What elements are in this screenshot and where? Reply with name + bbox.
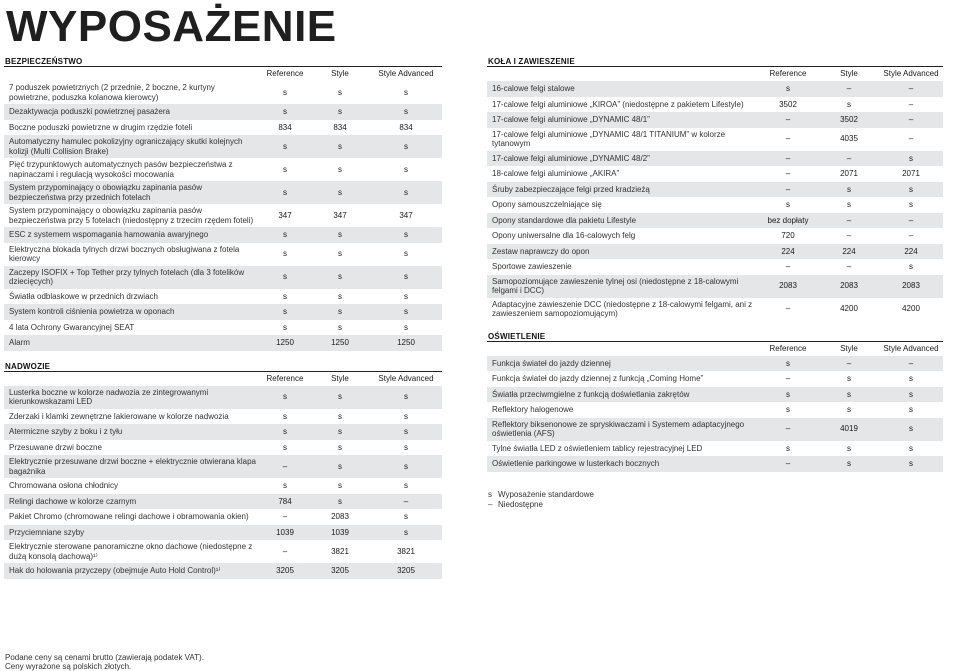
row-value: 347 [399, 210, 413, 220]
column-header [487, 342, 943, 356]
row-label: Elektrycznie przesuwane drzwi boczne + elektrycznie otwierana klapa bagażnika [9, 457, 257, 476]
row-value: 3821 [397, 546, 415, 556]
table-row [4, 440, 442, 456]
row-value: s [338, 496, 342, 506]
column-header [4, 67, 442, 81]
legend-symbol: s [488, 489, 492, 499]
row-value: – [846, 84, 852, 93]
row-value: s [283, 249, 287, 259]
row-label: System kontroli ciśnienia powietrza w oponach [9, 307, 175, 316]
row-label: Lusterka boczne w kolorze nadwozia ze zintegrowanymi kierunkowskazami LED [9, 387, 209, 406]
legend-text: Niedostępne [498, 499, 543, 509]
row-value: s [404, 272, 408, 282]
row-value: – [785, 304, 791, 314]
row-value: s [786, 405, 790, 414]
row-value: s [338, 461, 342, 471]
row-value: s [404, 411, 408, 421]
row-value: s [404, 291, 408, 301]
legend-item-unavailable [488, 500, 943, 510]
table-row [4, 289, 442, 305]
row-value: s [847, 200, 851, 209]
row-label: 18-calowe felgi aluminiowe „AKIRA” [492, 169, 620, 178]
table-row [4, 563, 442, 579]
row-label: Elektrycznie sterowane panoramiczne okno dachowe (niedostępne z dużą konsolą dachową)¹⁾ [9, 542, 253, 561]
row-label: Boczne poduszki powietrzne w drugim rzędzie foteli [9, 122, 193, 132]
row-value: s [404, 107, 408, 116]
row-value: s [338, 307, 342, 316]
legend-symbol: – [488, 499, 493, 509]
row-value: s [404, 442, 408, 452]
row-label: 17-calowe felgi aluminiowe „KIROA” (niedostępne z pakietem Lifestyle) [492, 99, 744, 109]
row-value: s [909, 459, 913, 468]
table-row [4, 409, 442, 425]
table-row [487, 371, 943, 387]
row-label: 16-calowe felgi stalowe [492, 84, 575, 93]
row-value: – [785, 184, 791, 194]
row-value: s [338, 442, 342, 452]
row-label: Funkcja świateł do jazdy dziennej z funkcją „Coming Home” [492, 374, 704, 383]
row-label: System przypominający o obowiązku zapinania pasów bezpieczeństwa przy przednich fotelach [9, 183, 202, 202]
row-label: Opony standardowe dla pakietu Lifestyle [492, 215, 637, 225]
col-style-advanced: Style Advanced [378, 69, 434, 78]
table-row [4, 335, 442, 351]
row-value: s [909, 153, 913, 163]
row-label: 17-calowe felgi aluminiowe „DYNAMIC 48/1 TITANIUM” w kolorze tytanowym [492, 129, 726, 148]
row-value: s [283, 481, 287, 490]
safety-table [4, 81, 442, 351]
row-label: Alarm [9, 338, 30, 347]
row-label: Przyciemniane szyby [9, 527, 85, 537]
row-value: s [847, 99, 851, 109]
row-value: s [404, 164, 408, 174]
table-row [487, 275, 943, 298]
row-value: 2083 [902, 281, 920, 291]
row-value: s [283, 107, 287, 116]
row-value: s [283, 272, 287, 282]
row-value: – [282, 546, 288, 556]
row-value: 4035 [840, 134, 858, 144]
table-row [4, 81, 442, 104]
table-row [4, 455, 442, 478]
column-header [4, 372, 442, 386]
row-value: 834 [278, 122, 292, 132]
row-value: s [404, 461, 408, 471]
row-label: System przypominający o obowiązku zapinania pasów bezpieczeństwa przy 5 fotelach (niedostępny z trzecim rzędem foteli) [9, 206, 254, 225]
table-row [487, 259, 943, 275]
row-value: – [785, 153, 791, 163]
row-value: s [283, 427, 287, 436]
row-value: 834 [333, 122, 347, 132]
row-value: s [404, 307, 408, 316]
row-value: s [404, 527, 408, 537]
col-style-advanced: Style Advanced [883, 69, 939, 78]
row-value: s [283, 411, 287, 421]
row-value: s [847, 405, 851, 414]
row-value: s [847, 184, 851, 194]
table-row [4, 135, 442, 158]
row-value: s [404, 512, 408, 521]
row-value: s [909, 200, 913, 209]
row-value: – [846, 358, 852, 368]
row-value: s [338, 230, 342, 239]
row-value: s [909, 443, 913, 453]
col-style: Style [840, 343, 858, 353]
table-row [4, 540, 442, 563]
row-label: Automatyczny hamulec pokolizyjny ograniczający skutki kolejnych kolizji (Multi Collision Brake) [9, 137, 243, 156]
row-value: – [785, 134, 791, 144]
row-value: s [404, 87, 408, 97]
row-label: Zderzaki i klamki zewnętrzne lakierowane w kolorze nadwozia [9, 411, 229, 421]
row-value: s [404, 249, 408, 259]
table-row [487, 402, 943, 418]
row-label: Funkcja świateł do jazdy dziennej [492, 358, 611, 368]
row-value: 347 [278, 210, 292, 220]
table-row [4, 494, 442, 510]
col-style: Style [331, 373, 349, 383]
row-label: 7 poduszek powietrznych (2 przednie, 2 boczne, 2 kurtyny powietrzne, poduszka kolanowa kierowcy) [9, 83, 215, 102]
row-value: s [283, 230, 287, 239]
table-row [4, 104, 442, 120]
row-label: Relingi dachowe w kolorze czarnym [9, 496, 137, 506]
col-reference: Reference [769, 69, 807, 78]
row-value: s [847, 389, 851, 399]
row-label: Zaczepy ISOFIX + Top Tether przy tylnych fotelach (dla 3 fotelików dziecięcych) [9, 267, 245, 286]
row-value: s [338, 322, 342, 332]
row-value: 2083 [331, 512, 349, 521]
row-value: s [338, 392, 342, 402]
table-row [487, 356, 943, 372]
row-value: s [338, 481, 342, 490]
table-row [4, 304, 442, 320]
row-label: Światła odblaskowe w przednich drzwiach [9, 291, 158, 301]
row-value: – [282, 512, 288, 521]
row-value: – [846, 262, 852, 271]
row-label: Opony samouszczelniające się [492, 200, 602, 209]
row-label: 17-calowe felgi aluminiowe „DYNAMIC 48/2” [492, 153, 650, 163]
row-value: – [785, 115, 791, 124]
row-value: 1250 [276, 338, 294, 347]
table-row [487, 197, 943, 213]
table-row [487, 213, 943, 229]
table-row [4, 386, 442, 409]
row-value: 4200 [902, 304, 920, 314]
row-value: s [338, 141, 342, 151]
row-value: – [785, 374, 791, 383]
table-row [487, 128, 943, 151]
row-value: bez dopłaty [767, 215, 809, 225]
row-value: s [909, 389, 913, 399]
table-row [487, 456, 943, 472]
row-value: s [338, 187, 342, 197]
legend-item-standard [488, 490, 943, 500]
row-label: Śruby zabezpieczające felgi przed kradzieżą [492, 184, 650, 194]
row-value: s [338, 291, 342, 301]
table-row [487, 151, 943, 167]
table-row [4, 509, 442, 525]
table-row [4, 320, 442, 336]
row-value: s [283, 187, 287, 197]
row-label: Światła przeciwmgielne z funkcją doświetlania zakrętów [492, 389, 690, 399]
row-value: – [908, 84, 914, 93]
row-label: Elektryczna blokada tylnych drzwi bocznych obsługiwana z fotela kierowcy [9, 244, 240, 263]
row-value: 2071 [840, 169, 858, 178]
row-value: s [338, 87, 342, 97]
row-value: s [786, 84, 790, 93]
table-row [487, 228, 943, 244]
row-value: s [338, 164, 342, 174]
row-value: 1250 [397, 338, 415, 347]
row-value: s [283, 164, 287, 174]
row-label: Sportowe zawieszenie [492, 262, 572, 271]
table-row [487, 166, 943, 182]
row-label: Tylne światła LED z oświetleniem tablicy rejestracyjnej LED [492, 443, 703, 453]
footnote-line: Ceny wyrażone są polskich złotych. [5, 662, 132, 671]
row-value: s [909, 424, 913, 434]
row-value: – [785, 459, 791, 468]
row-value: s [847, 459, 851, 468]
col-style-advanced: Style Advanced [883, 343, 939, 353]
col-style-advanced: Style Advanced [378, 373, 434, 383]
row-value: 1039 [331, 527, 349, 537]
legend [487, 490, 943, 510]
col-style: Style [840, 69, 858, 78]
row-value: – [908, 231, 914, 240]
col-reference: Reference [266, 373, 304, 383]
table-row [487, 112, 943, 128]
row-value: 3205 [331, 566, 349, 575]
row-value: – [908, 115, 914, 124]
row-value: s [909, 262, 913, 271]
row-value: – [403, 496, 409, 506]
row-value: s [786, 443, 790, 453]
section-heading-lights: OŚWIETLENIE [487, 331, 943, 342]
body-table [4, 386, 442, 579]
row-value: – [908, 215, 914, 225]
col-reference: Reference [266, 69, 304, 78]
row-label: 17-calowe felgi aluminiowe „DYNAMIC 48/1” [492, 115, 650, 124]
section-heading-safety: BEZPIECZEŃSTWO [4, 56, 442, 67]
row-value: 4200 [840, 304, 858, 314]
row-value: s [909, 184, 913, 194]
table-row [487, 298, 943, 321]
row-value: 2071 [902, 169, 920, 178]
legend-text: Wyposażenie standardowe [498, 489, 594, 499]
row-value: s [283, 291, 287, 301]
row-value: s [283, 307, 287, 316]
table-row [487, 182, 943, 198]
row-value: – [846, 153, 852, 163]
row-value: – [846, 215, 852, 225]
table-row [4, 478, 442, 494]
table-row [487, 387, 943, 403]
row-value: s [338, 249, 342, 259]
footnote [5, 653, 204, 671]
table-row [4, 266, 442, 289]
row-label: Chromowana osłona chłodnicy [9, 481, 118, 490]
row-value: s [404, 322, 408, 332]
row-value: – [785, 262, 791, 271]
row-label: ESC z systemem wspomagania hamowania awaryjnego [9, 230, 209, 239]
row-value: – [846, 231, 852, 240]
row-value: 784 [278, 496, 292, 506]
wheels-table [487, 81, 943, 321]
row-value: 3821 [331, 546, 349, 556]
row-label: Przesuwane drzwi boczne [9, 442, 102, 452]
row-value: s [283, 392, 287, 402]
row-value: s [404, 481, 408, 490]
row-value: s [786, 200, 790, 209]
page-title: WYPOSAŻENIE [6, 2, 337, 51]
row-value: 3205 [276, 566, 294, 575]
row-value: s [283, 322, 287, 332]
row-value: s [404, 230, 408, 239]
row-value: s [786, 358, 790, 368]
table-row [4, 525, 442, 541]
row-value: 3205 [397, 566, 415, 575]
row-value: s [338, 411, 342, 421]
row-value: s [338, 272, 342, 282]
row-value: 224 [781, 246, 795, 256]
row-label: Dezaktywacja poduszki powietrznej pasażera [9, 107, 170, 116]
row-value: s [404, 141, 408, 151]
row-value: 4019 [840, 424, 858, 434]
row-value: – [282, 461, 288, 471]
row-label: Atermiczne szyby z boku i z tyłu [9, 427, 123, 436]
row-value: s [404, 187, 408, 197]
row-label: Pakiet Chromo (chromowane relingi dachowe i obramowania okien) [9, 512, 249, 521]
row-label: Hak do holowania przyczepy (obejmuje Auto Hold Control)¹⁾ [9, 566, 221, 575]
table-row [4, 243, 442, 266]
table-row [4, 181, 442, 204]
row-value: 2083 [779, 281, 797, 291]
row-label: Opony uniwersalne dla 16-calowych felg [492, 231, 636, 240]
row-value: 224 [842, 246, 856, 256]
table-row [4, 158, 442, 181]
col-reference: Reference [769, 343, 807, 353]
lights-table [487, 356, 943, 472]
row-value: 224 [904, 246, 918, 256]
row-value: s [786, 389, 790, 399]
left-column [4, 56, 442, 579]
right-column [487, 56, 943, 510]
row-label: Pięć trzypunktowych automatycznych pasów bezpieczeństwa z napinaczami i regulacją wysokości mocowania [9, 160, 233, 179]
row-label: Adaptacyjne zawieszenie DCC (niedostępne z 18-calowymi felgami, ani z zawieszeniem samopoziomującym) [492, 299, 753, 318]
row-value: 347 [333, 210, 347, 220]
row-label: 4 lata Ochrony Gwarancyjnej SEAT [9, 322, 135, 332]
row-value: – [785, 424, 791, 434]
row-value: 3502 [779, 99, 797, 109]
row-value: – [908, 134, 914, 144]
row-value: s [283, 87, 287, 97]
row-label: Reflektory halogenowe [492, 405, 574, 414]
row-label: Samopoziomujące zawieszenie tylnej osi (niedostępne z 18-calowymi felgami i DCC) [492, 276, 739, 295]
row-value: – [908, 99, 914, 109]
row-value: 834 [399, 122, 413, 132]
table-row [487, 244, 943, 260]
row-value: 720 [781, 231, 795, 240]
table-row [4, 204, 442, 227]
table-row [487, 97, 943, 113]
row-label: Zestaw naprawczy do opon [492, 246, 590, 256]
row-value: 1250 [331, 338, 349, 347]
table-row [4, 424, 442, 440]
table-row [487, 81, 943, 97]
table-row [487, 418, 943, 441]
section-heading-wheels: KOŁA I ZAWIESZENIE [487, 56, 943, 67]
row-value: s [847, 443, 851, 453]
row-value: s [283, 442, 287, 452]
table-row [487, 441, 943, 457]
table-row [4, 227, 442, 243]
row-value: s [404, 427, 408, 436]
row-label: Reflektory biksenonowe ze spryskiwaczami i Systemem adaptacyjnego oświetlenia (AFS) [492, 419, 745, 438]
row-value: 1039 [276, 527, 294, 537]
row-value: s [338, 427, 342, 436]
col-style: Style [331, 69, 349, 78]
row-value: s [909, 405, 913, 414]
row-value: s [404, 392, 408, 402]
section-heading-body: NADWOZIE [4, 361, 442, 372]
table-row [4, 120, 442, 136]
row-value: s [338, 107, 342, 116]
row-value: 3502 [840, 115, 858, 124]
row-value: – [785, 169, 791, 178]
row-value: s [847, 374, 851, 383]
row-value: s [283, 141, 287, 151]
row-value: – [908, 358, 914, 368]
column-header [487, 67, 943, 81]
row-value: 2083 [840, 281, 858, 291]
row-value: s [909, 374, 913, 383]
row-label: Oświetlenie parkingowe w lusterkach bocznych [492, 459, 660, 468]
footnote-line: Podane ceny są cenami brutto (zawierają podatek VAT). [5, 653, 204, 662]
